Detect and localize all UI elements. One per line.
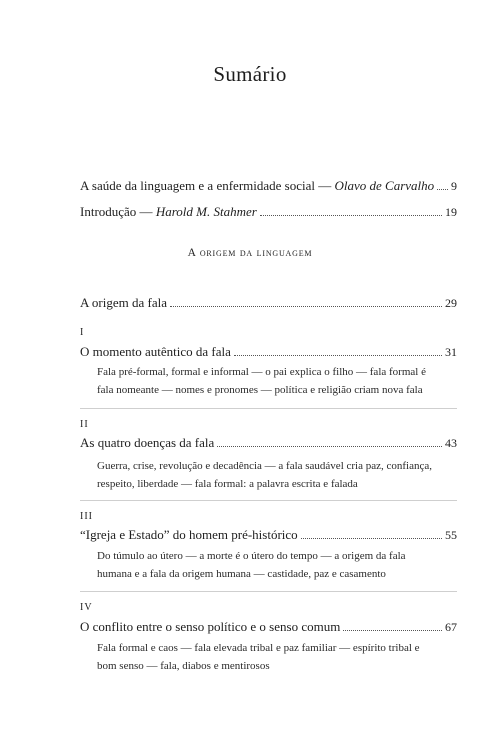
dot-leader — [234, 354, 442, 356]
description-line: Do túmulo ao útero — a morte é o útero do tempo — a origem da fala — [97, 550, 406, 562]
toc-entry-chapter-3 — [80, 527, 457, 543]
divider — [80, 408, 457, 409]
dot-leader — [437, 188, 448, 190]
description-line: Fala pré-formal, formal e informal — o pai explica o filho — fala formal é — [97, 366, 426, 378]
chapter-description — [97, 457, 447, 493]
section-heading: A origem da linguagem — [187, 247, 313, 259]
description-line: respeito, liberdade — fala formal: a palavra escrita e falada — [97, 478, 358, 490]
page-number: 43 — [445, 436, 457, 450]
divider — [80, 500, 457, 501]
description-line: Fala formal e caos — fala elevada tribal e paz familiar — espírito tribal e — [97, 642, 420, 654]
entry-text: Introdução — — [80, 204, 156, 219]
entry-text: O momento autêntico da fala — [80, 344, 231, 359]
entry-text: A origem da fala — [80, 295, 167, 310]
chapter-numeral: IV — [80, 602, 93, 613]
toc-entry-chapter-2 — [80, 435, 457, 451]
description-line: humana e a fala da origem humana — castidade, paz e casamento — [97, 568, 386, 580]
chapter-numeral: II — [80, 419, 89, 430]
description-line: fala nomeante — nomes e pronomes — política e religião criam nova fala — [97, 384, 423, 396]
page-number: 9 — [451, 179, 457, 193]
description-line: Guerra, crise, revolução e decadência — a fala saudável cria paz, confiança, — [97, 460, 432, 472]
dot-leader — [301, 537, 442, 539]
chapter-description — [97, 363, 447, 399]
entry-text: “Igreja e Estado” do homem pré-histórico — [80, 527, 298, 542]
page-number: 55 — [445, 528, 457, 542]
page-number: 31 — [445, 345, 457, 359]
page-number: 67 — [445, 620, 457, 634]
entry-text: A saúde da linguagem e a enfermidade social — — [80, 178, 335, 193]
page-title: Sumário — [213, 62, 287, 86]
chapter-numeral: III — [80, 511, 93, 522]
dot-leader — [260, 214, 442, 216]
toc-entry-chapter-1 — [80, 344, 457, 360]
chapter-description — [97, 639, 447, 675]
dot-leader — [217, 445, 442, 447]
entry-author: Olavo de Carvalho — [334, 178, 435, 193]
entry-text: O conflito entre o senso político e o senso comum — [80, 619, 341, 634]
page-number: 29 — [445, 296, 457, 310]
divider — [80, 591, 457, 592]
entry-author: Harold M. Stahmer — [155, 204, 257, 219]
dot-leader — [343, 629, 442, 631]
chapter-description — [97, 547, 447, 583]
page-number: 19 — [445, 205, 457, 219]
toc-entry-front-1 — [80, 178, 457, 194]
toc-entry-front-2 — [80, 204, 457, 220]
toc-entry-opening — [80, 295, 457, 311]
chapter-numeral: I — [80, 327, 85, 338]
entry-text: As quatro doenças da fala — [80, 435, 215, 450]
description-line: bom senso — fala, diabos e mentirosos — [97, 660, 270, 672]
toc-entry-chapter-4 — [80, 619, 457, 635]
dot-leader — [170, 305, 442, 307]
